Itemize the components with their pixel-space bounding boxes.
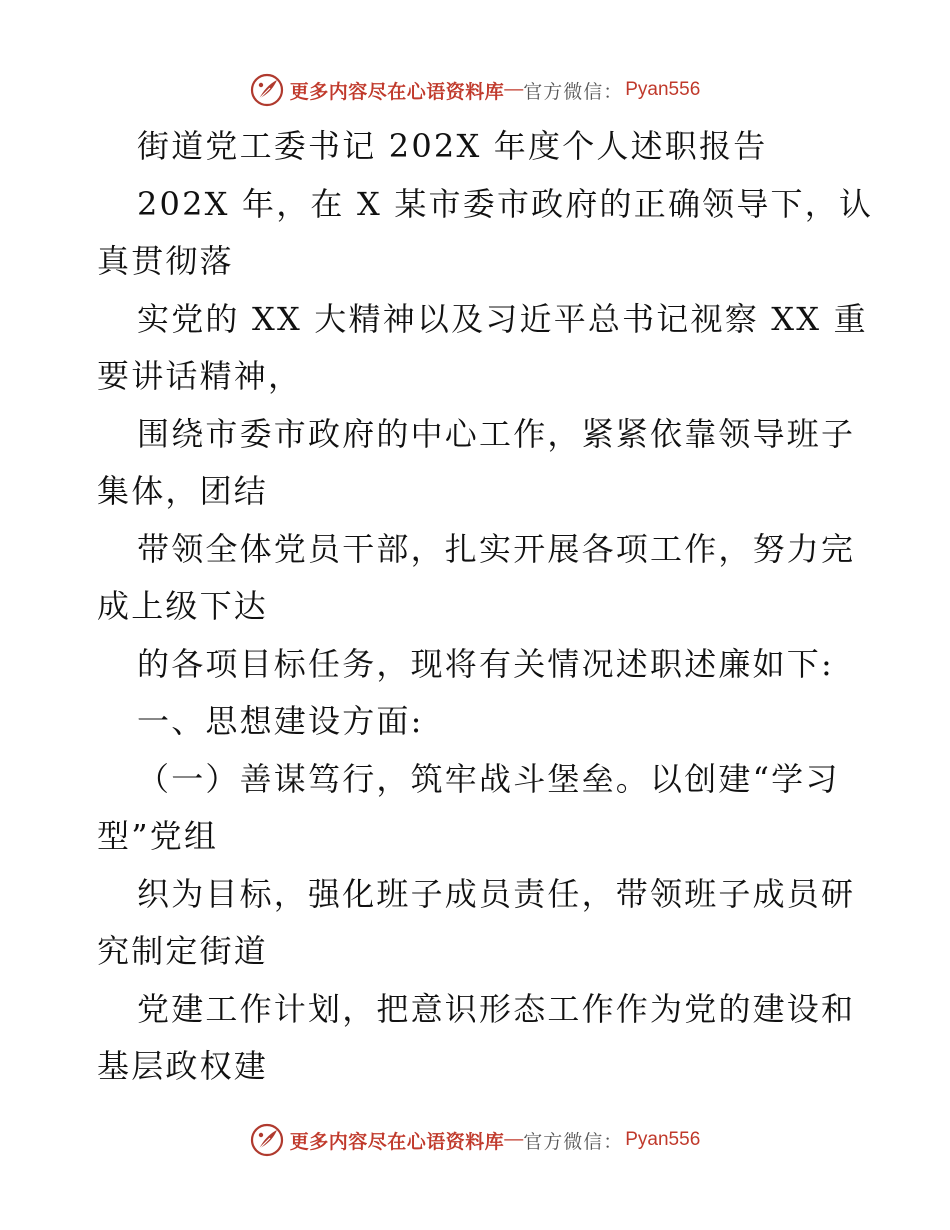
banner-wechat-label: 官方微信： [523,80,624,103]
section-heading: 一、思想建设方面: [137,702,424,740]
banner-text: 更多内容尽在心语资料库 [289,1130,505,1153]
body-line: 真贯彻落 [97,242,234,280]
body-line: 集体，团结 [97,472,269,510]
subsection-line: （一）善谋笃行，筑牢战斗堡垒。以创建“学习 [137,759,840,798]
body-line: 带领全体党员干部，扎实开展各项工作，努力完 [137,529,856,568]
quill-emblem-icon [250,73,284,107]
banner-separator: — [504,79,524,100]
body-line: 织为目标，强化班子成员责任，带领班子成员研 [137,874,856,913]
banner-wechat-id: Pyan556 [625,79,701,100]
body-line: 基层政权建 [97,1047,269,1085]
banner-separator: — [504,1129,524,1150]
footer-banner [0,1122,950,1158]
banner-wechat-id: Pyan556 [625,1129,701,1150]
document-title: 街道党工委书记 202X 年度个人述职报告 [137,127,768,165]
quill-emblem-icon [250,1123,284,1157]
header-banner [0,72,950,108]
body-line: 实党的 XX 大精神以及习近平总书记视察 XX 重 [137,299,868,338]
body-line: 围绕市委市政府的中心工作，紧紧依靠领导班子 [137,414,856,453]
body-line: 202X 年，在 X 某市委市政府的正确领导下，认 [137,184,874,223]
body-line: 型”党组 [97,817,219,855]
body-line: 的各项目标任务，现将有关情况述职述廉如下: [137,644,834,683]
banner-wechat-label: 官方微信： [523,1130,624,1153]
body-line: 党建工作计划，把意识形态工作作为党的建设和 [137,989,856,1028]
document-body [97,118,874,1096]
body-line: 究制定街道 [97,932,269,970]
banner-text: 更多内容尽在心语资料库 [289,80,505,103]
body-line: 要讲话精神， [97,357,303,395]
body-line: 成上级下达 [97,587,269,625]
